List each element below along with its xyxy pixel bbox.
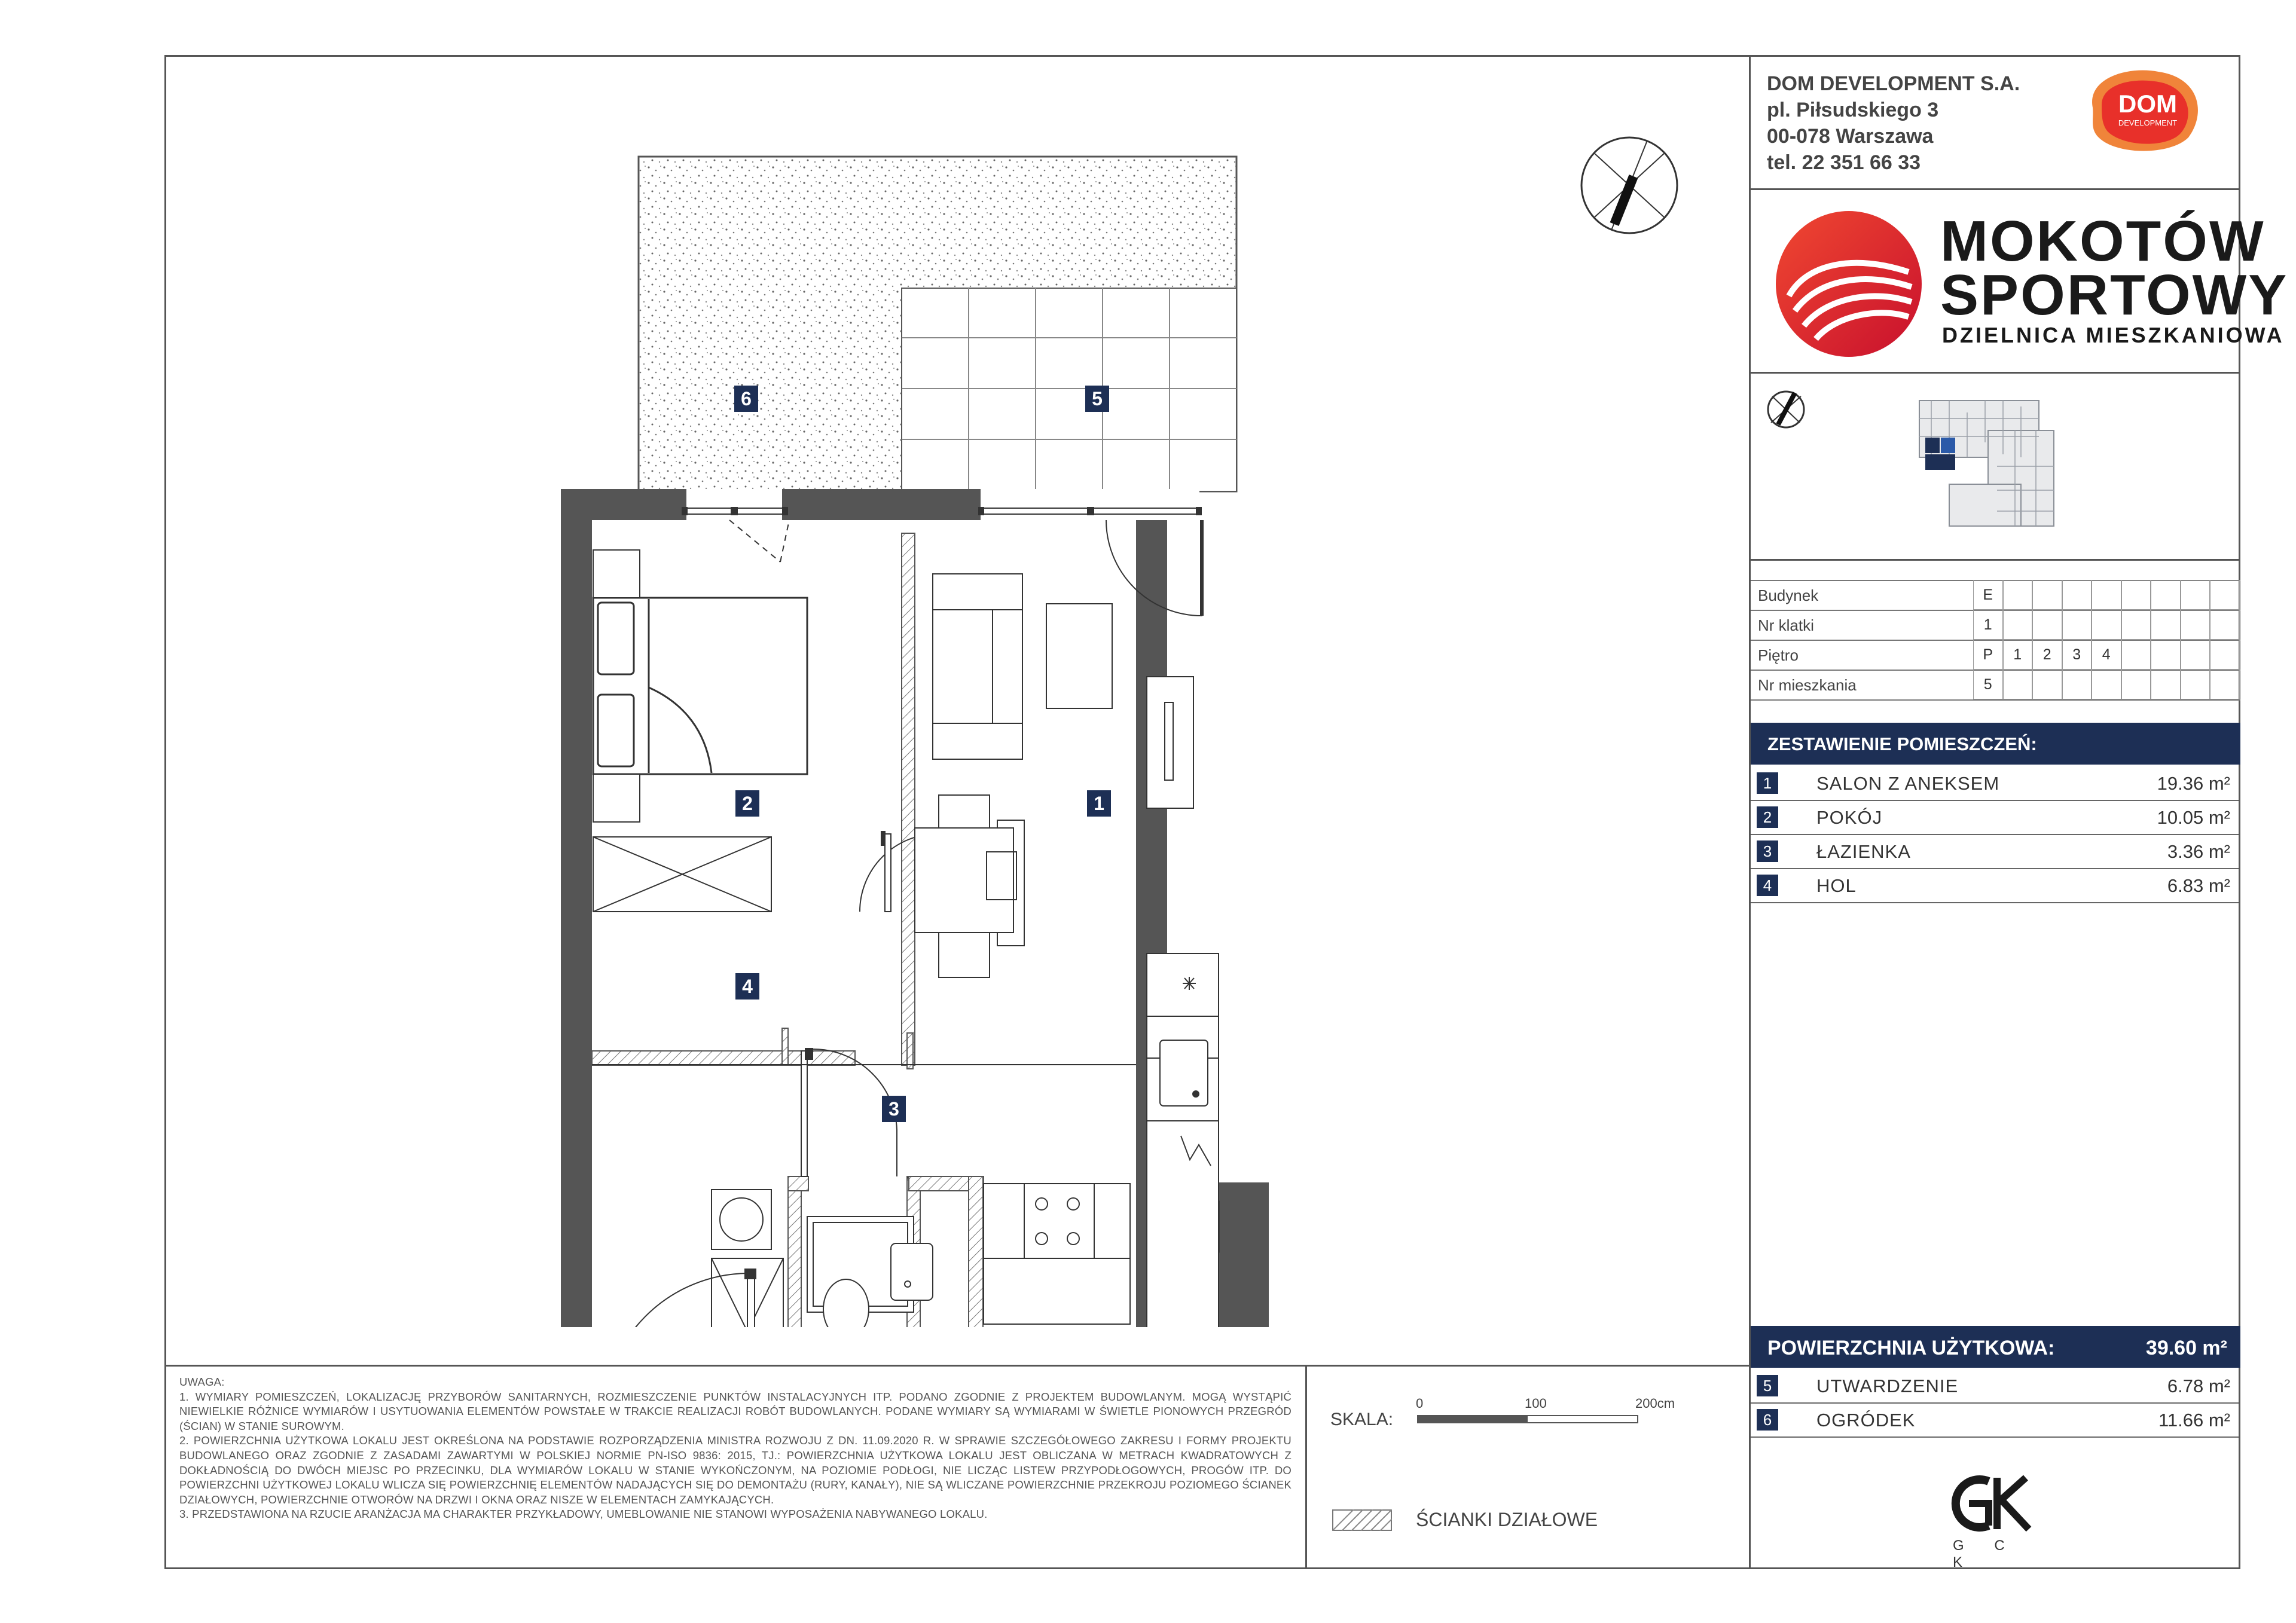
- kitchen-bottom-row: [984, 1184, 1130, 1258]
- location-cell: 4: [2092, 640, 2121, 670]
- keyplan-divider: [1751, 559, 2240, 561]
- bathroom-fixtures: [807, 1217, 933, 1327]
- usable-area-bar: [1751, 1326, 2240, 1368]
- location-label-budynek: Budynek: [1758, 586, 1819, 604]
- location-cell: [2092, 610, 2121, 640]
- extra-number: 5: [1757, 1375, 1778, 1396]
- notes-block: [179, 1375, 1292, 1522]
- room-name: SALON Z ANEKSEM: [1816, 773, 2000, 794]
- location-cell: [2121, 640, 2151, 670]
- gck-letters: G C K: [1953, 1538, 2018, 1570]
- room-name: HOL: [1816, 875, 1857, 896]
- dom-development-logo: [2081, 66, 2206, 155]
- mokotow-logo: [1771, 206, 1926, 362]
- room-row-2: [1751, 800, 2239, 835]
- key-plan: [1907, 395, 2075, 538]
- coffee-table: [1046, 604, 1112, 708]
- company-info: [1767, 71, 2020, 176]
- kitchen-counter: [1147, 953, 1219, 1327]
- location-cell: [2092, 580, 2121, 610]
- sofa: [933, 574, 1022, 759]
- location-label-klatka: Nr klatki: [1758, 616, 1814, 634]
- nightstand: [593, 550, 640, 598]
- brand-divider: [1751, 372, 2240, 374]
- location-cell: E: [1973, 580, 2003, 610]
- location-cell: [2121, 580, 2151, 610]
- location-cell: [2151, 580, 2181, 610]
- extra-number: 6: [1757, 1409, 1778, 1431]
- gck-logo: [1942, 1471, 2044, 1570]
- washing-machine: [712, 1190, 771, 1249]
- extra-area: 6.78 m²: [2167, 1376, 2230, 1396]
- note-1: 1. WYMIARY POMIESZCZEŃ, LOKALIZACJĘ PRZYBORÓW SANITARNYCH, ROZMIESZCZENIE PUNKTÓW INSTALACYJNYCH ITP. PODANO ZGODNIE Z PROJEKTEM BUDOWLANYM. MOGĄ WYSTĄPIĆ NIEWIELKIE RÓŻNICE WYMIARÓW I USYTUOWANIA ELEMENTÓW POWSTAŁE W TRAKCIE REALIZACJI ROBÓT BUDOWLANYCH. PODANE WYMIARY SĄ WYMIARAMI W ŚWIETLE PIONOWYCH PRZEGRÓD (ŚCIAN) W STANIE SUROWYM.: [179, 1390, 1292, 1432]
- dining-table: [915, 795, 1024, 977]
- room-area: 19.36 m²: [2157, 773, 2230, 794]
- location-cell: [2092, 670, 2121, 699]
- plan-label-5: 5: [1085, 386, 1109, 412]
- location-cell: [2003, 580, 2033, 610]
- project-name-line2: SPORTOWY: [1940, 263, 2289, 327]
- small-compass-icon: [1765, 386, 1807, 439]
- notes-divider: [164, 1365, 1751, 1367]
- location-cell: [2032, 610, 2062, 640]
- scale-tick-100: 100: [1525, 1396, 1547, 1411]
- bed: [593, 598, 807, 774]
- extra-name: OGRÓDEK: [1816, 1410, 1916, 1431]
- company-divider: [1751, 188, 2240, 190]
- scale-label: SKALA:: [1330, 1410, 1394, 1429]
- company-name: DOM DEVELOPMENT S.A.: [1767, 72, 2020, 95]
- usable-area-label: POWIERZCHNIA UŻYTKOWA:: [1767, 1337, 2055, 1359]
- room-name: ŁAZIENKA: [1816, 841, 1911, 862]
- location-label-mieszkanie: Nr mieszkania: [1758, 676, 1857, 694]
- rooms-header: [1751, 723, 2240, 765]
- location-cell: [2062, 580, 2092, 610]
- location-label-pietro: Piętro: [1758, 646, 1799, 664]
- location-cell: [2181, 670, 2210, 699]
- location-cell: [2210, 640, 2240, 670]
- company-city: 00-078 Warszawa: [1767, 125, 1934, 148]
- room-area: 6.83 m²: [2167, 875, 2230, 896]
- room-row-1: [1751, 766, 2239, 801]
- dom-logo-text: DOM: [2118, 90, 2177, 118]
- extra-row-5: [1751, 1369, 2239, 1404]
- location-cell: [2151, 640, 2181, 670]
- usable-area-value: 39.60 m²: [2145, 1337, 2227, 1359]
- extra-area: 11.66 m²: [2158, 1410, 2230, 1431]
- scale-tick-0: 0: [1416, 1396, 1424, 1411]
- room-name: POKÓJ: [1816, 807, 1883, 828]
- location-cell: 2: [2032, 640, 2062, 670]
- location-cell: [2062, 670, 2092, 699]
- room-number: 3: [1757, 840, 1778, 862]
- project-subtitle: DZIELNICA MIESZKANIOWA: [1942, 323, 2285, 347]
- company-phone: tel. 22 351 66 33: [1767, 151, 1921, 174]
- room-number: 4: [1757, 875, 1778, 896]
- location-cell: [2003, 670, 2033, 699]
- note-2: 2. POWIERZCHNIA UŻYTKOWA LOKALU JEST OKREŚLONA NA PODSTAWIE ROZPORZĄDZENIA MINISTRA ROZWOJU Z DN. 11.09.2020 R. W SPRAWIE SZCZEGÓŁOWEGO ZAKRESU I FORMY PROJEKTU BUDOWLANEGO ORAZ ZGODNIE Z ZASADAMI ZAWARTYMI W POLSKIEJ NORMIE PN-ISO 9836: 2015, TJ.: POWIERZCHNIA UŻYTKOWA LOKALU JEST OBLICZANA W METRACH KWADRATOWYCH Z DOKŁADNOŚCIĄ DO DWÓCH MIEJSC PO PRZECINKU, DLA WYMIARÓW LOKALU W STANIE WYKOŃCZONYM, NA POZIOMIE PODŁOGI, NIE LICZĄC LISTEW PRZYPODŁOGOWYCH, PROGÓW ITP. DO POWIERZCHNI UŻYTKOWEJ LOKALU WLICZA SIĘ POWIERZCHNIĘ ELEMENTÓW NADAJĄCYCH SIĘ DO DEMONTAŻU (RURY, KANAŁY), NIE SĄ WLICZANE POWIERZCHNIE PRZEKROJU POZIOMEGO ŚCIANEK DZIAŁOWYCH, POWIERZCHNIE OTWORÓW NA DRZWI I OKNA ORAZ NISZE W ELEMENTACH ZAMYKAJĄCYCH.: [179, 1434, 1292, 1506]
- scale-tick-200: 200cm: [1635, 1396, 1675, 1411]
- location-cell: 1: [2003, 640, 2033, 670]
- room-area: 10.05 m²: [2157, 807, 2230, 828]
- location-cell: [2032, 580, 2062, 610]
- paving-area: [902, 288, 1236, 491]
- plan-label-1: 1: [1087, 790, 1111, 817]
- partition-legend-label: ŚCIANKI DZIAŁOWE: [1416, 1509, 1598, 1530]
- location-cell: 5: [1973, 670, 2003, 699]
- partition-legend-swatch: [1332, 1509, 1392, 1531]
- location-cell: P: [1973, 640, 2003, 670]
- scale-divider: [1305, 1365, 1307, 1569]
- plan-label-4: 4: [735, 973, 759, 1000]
- room-row-4: [1751, 869, 2239, 903]
- location-cell: [2210, 580, 2240, 610]
- location-cell: [2181, 610, 2210, 640]
- rooms-header-text: ZESTAWIENIE POMIESZCZEŃ:: [1767, 733, 2037, 754]
- room-number: 2: [1757, 806, 1778, 828]
- notes-title: UWAGA:: [179, 1376, 225, 1388]
- location-cell: [2210, 670, 2240, 699]
- location-cell: 3: [2062, 640, 2092, 670]
- project-name-line1: MOKOTÓW: [1940, 209, 2266, 273]
- dom-logo-subtext: DEVELOPMENT: [2118, 118, 2178, 127]
- note-3: 3. PRZEDSTAWIONA NA RZUCIE ARANŻACJA MA CHARAKTER PRZYKŁADOWY, UMEBLOWANIE NIE STANOWI WYPOSAŻENIA NABYWANEGO LOKALU.: [179, 1508, 988, 1521]
- location-cell: [2181, 640, 2210, 670]
- plan-label-6: 6: [734, 386, 758, 412]
- location-cell: [2151, 670, 2181, 699]
- room-number: 1: [1757, 772, 1778, 794]
- nightstand: [593, 774, 640, 822]
- room-row-3: [1751, 835, 2239, 869]
- extra-row-6: [1751, 1403, 2239, 1438]
- window-living: [978, 489, 1202, 520]
- wardrobe: [593, 837, 771, 912]
- location-cell: [2210, 610, 2240, 640]
- floor-plan: [538, 149, 1345, 1327]
- location-cell: [2151, 610, 2181, 640]
- location-cell: [2062, 610, 2092, 640]
- plan-label-3: 3: [882, 1096, 906, 1122]
- location-cell: [2032, 670, 2062, 699]
- extra-name: UTWARDZENIE: [1816, 1376, 1959, 1396]
- tv-cabinet: [1147, 677, 1193, 808]
- plan-label-2: 2: [735, 790, 759, 817]
- bedroom-window-tilt: [729, 520, 789, 562]
- location-row-divider: [1751, 699, 2240, 701]
- scale-bar: [1417, 1415, 1638, 1423]
- room-area: 3.36 m²: [2167, 841, 2230, 862]
- location-cell: [2003, 610, 2033, 640]
- window-bedroom: [682, 489, 788, 520]
- company-street: pl. Piłsudskiego 3: [1767, 99, 1939, 121]
- location-cell: [2181, 580, 2210, 610]
- location-cell: [2121, 610, 2151, 640]
- location-cell: [2121, 670, 2151, 699]
- north-compass-icon: [1578, 135, 1680, 236]
- location-cell: 1: [1973, 610, 2003, 640]
